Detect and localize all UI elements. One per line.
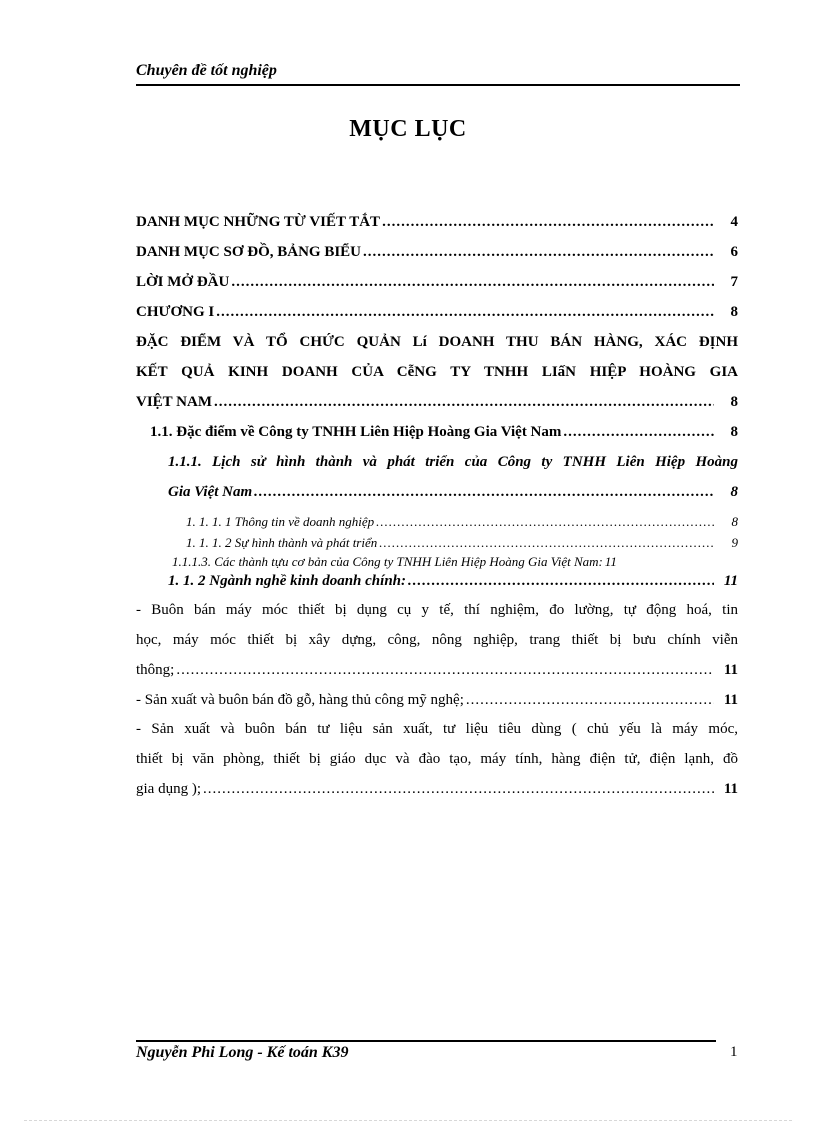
toc-entry-label: Gia Việt Nam	[168, 484, 253, 500]
toc-entry-1-1-1-line-1[interactable]: 1.1.1. Lịch sử hình thành và phát triển của Công ty TNHH Liên Hiệp Hoàng	[168, 454, 738, 470]
header-title: Chuyên đề tốt nghiệp	[136, 62, 277, 79]
toc-page-number: 6	[730, 244, 738, 260]
toc-page-number: 8	[730, 394, 738, 410]
toc-item-3-line-2[interactable]: thiết bị văn phòng, thiết bị giáo dục và đào tạo, máy tính, hàng điện tử, điện lạnh, đồ	[136, 751, 738, 767]
toc-entry-label: DANH MỤC SƠ ĐỒ, BẢNG BIỂU	[136, 244, 362, 260]
toc-item-1[interactable]	[136, 662, 738, 679]
dot-leader	[176, 662, 714, 679]
toc-page-number: 7	[730, 274, 738, 290]
toc-entry-label: thông;	[136, 662, 175, 678]
toc-entry-label: gia dụng );	[136, 781, 201, 797]
page-title: MỤC LỤC	[349, 116, 467, 142]
dot-leader	[382, 214, 714, 231]
footer-rule	[136, 1040, 716, 1042]
dot-leader	[408, 573, 714, 590]
toc-item-3[interactable]	[136, 781, 738, 798]
toc-entry-1-1-1[interactable]	[168, 484, 738, 501]
dot-leader	[466, 692, 714, 709]
toc-entry-abbreviations[interactable]	[136, 214, 738, 231]
toc-entry-label: CHƯƠNG I	[136, 304, 215, 320]
toc-entry-label: 1. 1. 2 Ngành nghề kinh doanh chính:	[168, 573, 406, 589]
toc-entry-figures[interactable]	[136, 244, 738, 261]
toc-entry-label: DANH MỤC NHỮNG TỪ VIẾT TẮT	[136, 214, 381, 230]
toc-item-2[interactable]	[136, 692, 738, 709]
page-header	[136, 60, 740, 86]
toc-entry-label: 1. 1. 1. 1 Thông tin về doanh nghiệp	[186, 514, 375, 529]
toc-page-number: 4	[730, 214, 738, 230]
toc-entry-1-1[interactable]	[150, 424, 738, 441]
toc-entry-1-1-1-3[interactable]	[172, 554, 750, 570]
dot-leader	[363, 244, 714, 261]
dot-leader	[563, 424, 714, 441]
toc-page-number: 8	[730, 304, 738, 320]
dot-leader	[231, 274, 714, 291]
dot-leader	[214, 394, 714, 411]
page-number: 1	[730, 1044, 738, 1060]
dot-leader	[379, 535, 714, 551]
toc-page-number: 11	[723, 692, 738, 708]
toc-chapter-1-title-line-2[interactable]: KẾT QUẢ KINH DOANH CỦA CễNG TY TNHH LIấN HIỆP HOÀNG GIA	[136, 364, 738, 380]
toc-page-number: 8	[730, 424, 738, 440]
toc-item-1-line-2[interactable]: học, máy móc thiết bị xây dựng, công, nông nghiệp, trang thiết bị bưu chính viễn	[136, 632, 738, 648]
dot-leader	[203, 781, 714, 798]
dot-leader	[254, 484, 714, 501]
toc-entry-label: 1.1. Đặc điểm về Công ty TNHH Liên Hiệp Hoàng Gia Việt Nam	[150, 424, 562, 440]
toc-page-number: 11	[723, 573, 738, 589]
toc-entry-chapter-1[interactable]	[136, 304, 738, 321]
toc-page-number: 11	[723, 662, 738, 678]
dot-leader	[376, 514, 714, 530]
toc-entry-chapter-1-title[interactable]	[136, 394, 738, 411]
toc-page-number: 8	[731, 514, 738, 529]
toc-page-number: 8	[730, 484, 738, 500]
toc-entry-label: LỜI MỞ ĐẦU	[136, 274, 230, 290]
toc-entry-label: 1.1.1.3. Các thành tựu cơ bản của Công ty TNHH Liên Hiệp Hoàng Gia Việt Nam:	[172, 554, 603, 569]
toc-page-number: 9	[731, 535, 738, 550]
toc-page-number: 11	[723, 781, 738, 797]
footer-author: Nguyễn Phi Long - Kế toán K39	[136, 1044, 349, 1061]
toc-item-1-line-1[interactable]: - Buôn bán máy móc thiết bị dụng cụ y tế, thí nghiệm, đo lường, tự động hoá, tin	[136, 602, 738, 618]
toc-entry-1-1-1-1[interactable]	[186, 514, 738, 530]
toc-entry-label: 1. 1. 1. 2 Sự hình thành và phát triển	[186, 535, 378, 550]
toc-entry-label: VIỆT NAM	[136, 394, 212, 410]
toc-item-3-line-1[interactable]: - Sản xuất và buôn bán tư liệu sản xuất, tư liệu tiêu dùng ( chủ yếu là máy móc,	[136, 721, 738, 737]
toc-entry-label: - Sản xuất và buôn bán đồ gỗ, hàng thủ công mỹ nghệ;	[136, 692, 464, 708]
page-edge-divider	[24, 1120, 792, 1121]
toc-page-number: 11	[604, 554, 617, 569]
toc-entry-1-1-2[interactable]	[168, 573, 738, 590]
toc-entry-1-1-1-2[interactable]	[186, 535, 738, 551]
toc-entry-introduction[interactable]	[136, 274, 738, 291]
toc-chapter-1-title-line-1[interactable]: ĐẶC ĐIỂM VÀ TỔ CHỨC QUẢN Lí DOANH THU BÁN HÀNG, XÁC ĐỊNH	[136, 334, 738, 350]
dot-leader	[216, 304, 714, 321]
